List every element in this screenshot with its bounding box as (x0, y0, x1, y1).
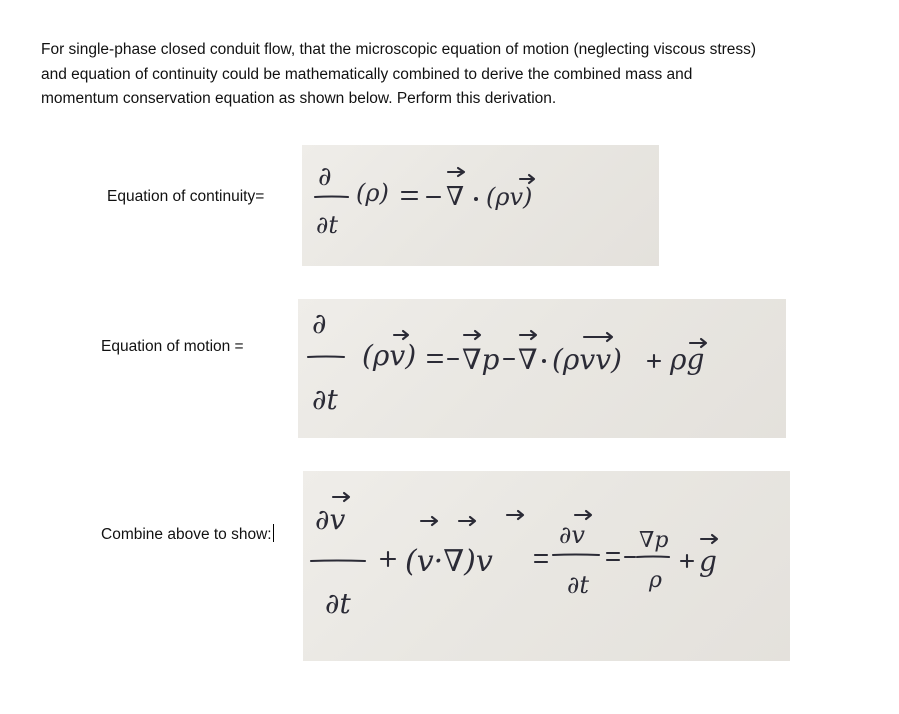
continuity-rho-v-term: (ρv) (486, 183, 533, 211)
continuity-nabla-arrow (448, 168, 464, 176)
combined-equation-image (303, 471, 790, 661)
continuity-v-arrow (520, 175, 534, 183)
combined-partial-denominator-2: ∂t (567, 571, 590, 599)
combined-g: g (699, 545, 717, 578)
intro-line-1: For single-phase closed conduit flow, that the microscopic equation of motion (neglecting viscous stress) (41, 41, 757, 58)
combined-handwriting (303, 471, 790, 661)
motion-partial-denominator: ∂t (312, 383, 338, 416)
combined-fraction-bar-1 (311, 561, 365, 562)
motion-nabla-arrow (520, 331, 536, 339)
combined-rho: ρ (649, 568, 662, 593)
motion-nabla: ∇ (518, 343, 538, 376)
problem-statement (41, 38, 861, 112)
combined-partial-v-numerator: ∂v (315, 503, 346, 536)
continuity-label: Equation of continuity= (107, 188, 265, 205)
motion-vv-arrow (584, 333, 612, 341)
motion-partial-numerator: ∂ (312, 307, 327, 340)
motion-fraction-bar (308, 357, 344, 358)
motion-dot (542, 359, 546, 363)
combined-v-arrow-2 (575, 511, 591, 519)
combined-partial-denominator-1: ∂t (325, 587, 351, 620)
combined-plus-1 (381, 552, 395, 566)
continuity-dot (474, 197, 478, 201)
combine-label-text: Combine above to show: (101, 526, 272, 543)
text-cursor (273, 524, 274, 542)
combine-label (101, 524, 274, 545)
motion-equation-image (298, 299, 786, 438)
combined-fraction-bar-2 (553, 555, 599, 556)
continuity-rho-term: (ρ) (356, 179, 389, 207)
combined-v-dot-nabla: (v·∇)v (405, 544, 493, 579)
continuity-handwriting (302, 145, 659, 266)
combined-plus-2 (681, 555, 693, 567)
continuity-equals (402, 192, 417, 199)
motion-rho-g-term: ρg (670, 343, 705, 376)
intro-line-2: and equation of continuity could be mathematically combined to derive the combined mass and (41, 65, 693, 83)
continuity-fraction-bar (315, 197, 348, 198)
combined-equals-2 (607, 553, 619, 560)
combined-equals-1 (535, 555, 547, 562)
motion-grad-p: ∇p (462, 343, 500, 376)
continuity-partial-numerator: ∂ (318, 162, 332, 192)
combined-grad-p: ∇p (639, 528, 669, 553)
continuity-partial-denominator: ∂t (316, 211, 339, 239)
motion-plus (648, 355, 660, 367)
continuity-equation-image (302, 145, 659, 266)
motion-rho-vv-term: (ρvv) (552, 343, 622, 376)
motion-equals (428, 355, 442, 362)
motion-label: Equation of motion = (101, 338, 244, 355)
combined-fraction-bar-3 (637, 557, 669, 558)
motion-v-arrow (394, 331, 408, 339)
combined-g-arrow (701, 535, 717, 543)
combined-partial-v-numerator-2: ∂v (559, 521, 585, 549)
motion-handwriting (298, 299, 786, 438)
motion-grad-arrow (464, 331, 480, 339)
motion-rho-v-term: (ρv) (362, 339, 417, 372)
combined-v-arrow-1 (333, 493, 349, 501)
continuity-nabla: ∇ (446, 182, 465, 212)
combined-arrows-group (421, 511, 523, 525)
intro-line-3: momentum conservation equation as shown below. Perform this derivation. (41, 90, 557, 107)
